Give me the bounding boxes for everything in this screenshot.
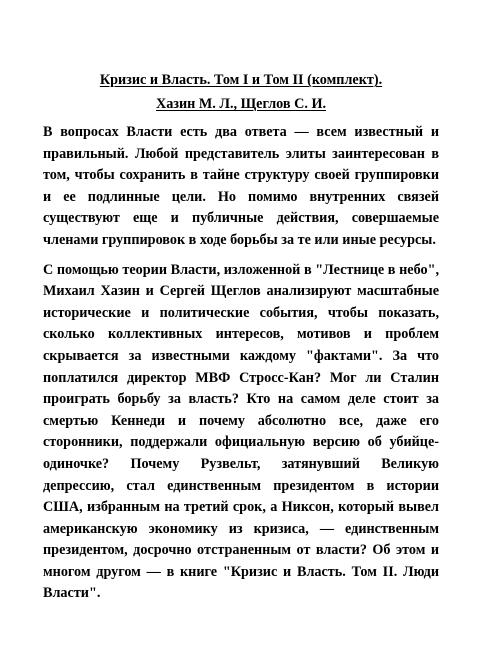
document-authors: Хазин М. Л., Щеглов С. И. <box>155 96 327 112</box>
paragraph-1: В вопросах Власти есть два ответа — всем известный и правильный. Любой представитель элиты заинтересован в том, чтобы сохранить в тайне структуру своей группировки и ее подлинные цели. Но помимо внутренних связей существуют еще и публичные действия, совершаемые членами группировок в ходе борьбы за те или иные ресурсы. <box>43 124 439 248</box>
paragraph-2: С помощью теории Власти, изложенной в "Лестнице в небо", Михаил Хазин и Сергей Щеглов анализируют масштабные исторические и политические события, чтобы показать, сколько коллективных интересов, мотивов и проблем скрывается за известными каждому "фактами". За что поплатился директор МВФ Стросс-Кан? Мог ли Сталин проиграть борьбу за власть? Кто на самом деле стоит за смертью Кеннеди и почему абсолютно все, даже его сторонники, поддержали официальную версию об убийце-одиночке? Почему Рузвельт, затянувший Великую депрессию, стал единственным президентом в истории США, избранным на третий срок, а Никсон, который вывел американскую экономику из кризиса, — единственным президентом, досрочно отстраненным от власти? Об этом и многом другом — в книге "Кризис и Власть. Том II. Люди Власти". <box>43 261 439 602</box>
document-page <box>43 68 439 613</box>
document-title: Кризис и Власть. Том I и Том II (комплект). <box>99 72 383 88</box>
